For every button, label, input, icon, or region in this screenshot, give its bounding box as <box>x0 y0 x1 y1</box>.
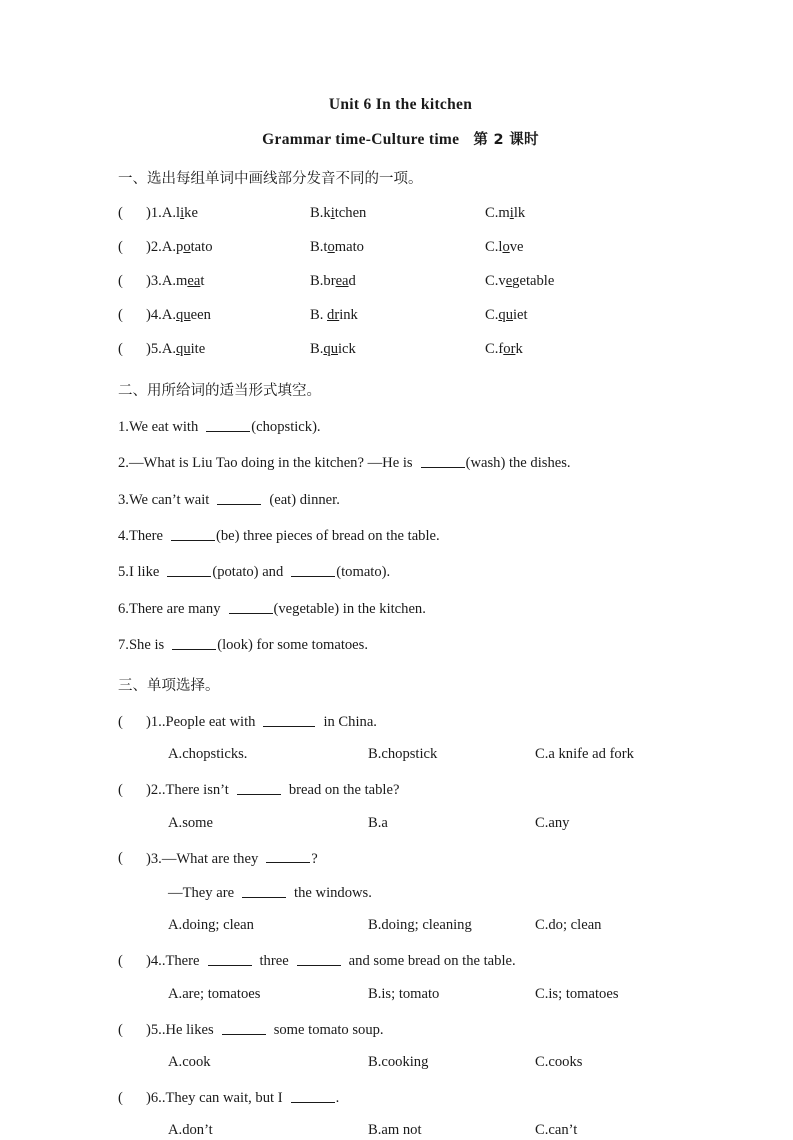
choice-item-number: )5. <box>146 1021 162 1038</box>
fill-item-text-before: 3.We can’t wait <box>118 491 210 508</box>
choice-option-a[interactable]: A.cook <box>168 1054 211 1071</box>
fill-item-text-after: (wash) the dishes. <box>465 455 571 472</box>
choice-stem-after: in China. <box>323 713 377 730</box>
choice-item-1-stem <box>118 712 693 731</box>
fill-item-text-after: (vegetable) in the kitchen. <box>273 600 426 617</box>
choice-option-b[interactable]: B.cooking <box>368 1054 429 1071</box>
answer-bracket[interactable]: ( <box>118 340 123 357</box>
page-subtitle <box>108 131 693 150</box>
fill-item-text-middle: (potato) and <box>212 564 284 581</box>
choice-stem-after: bread on the table? <box>288 782 400 799</box>
underlined-letters: e <box>505 272 513 289</box>
pronunciation-item-3 <box>118 273 693 291</box>
section-1-heading: 一、选出每组单词中画线部分发音不同的一项。 <box>118 171 423 188</box>
fill-item-text-before: 1.We eat with <box>118 418 199 435</box>
choice-item-3-stem <box>118 849 693 868</box>
choice-option-b[interactable]: B.a <box>368 814 388 831</box>
choice-blank[interactable] <box>266 849 310 864</box>
choice-stem-after: ? <box>311 850 318 867</box>
fill-item-text-after: (chopstick). <box>251 418 321 435</box>
underlined-letters: qu <box>498 306 513 323</box>
fill-item-text-after: (look) for some tomatoes. <box>217 636 368 653</box>
pronunciation-item-5 <box>118 341 693 359</box>
fill-blank[interactable] <box>421 453 465 468</box>
choice-option-c[interactable]: C.cooks <box>535 1054 583 1071</box>
choice-stem-before: .There <box>161 953 200 970</box>
pronunciation-option-b[interactable]: B.bread <box>310 272 356 289</box>
underlined-letters: i <box>180 204 185 221</box>
answer-bracket[interactable]: ( <box>118 782 123 799</box>
choice-stem-after: . <box>335 1089 340 1106</box>
pronunciation-option-a[interactable]: )2.A.potato <box>146 238 213 255</box>
pronunciation-item-2 <box>118 239 693 257</box>
fill-item-5 <box>118 562 693 581</box>
choice-item-number: )3. <box>146 850 162 867</box>
fill-item-text-before: 4.There <box>118 527 163 544</box>
pronunciation-option-a[interactable]: )5.A.quite <box>146 340 206 357</box>
underlined-letters: qu <box>176 340 191 357</box>
pronunciation-option-b[interactable]: B.quick <box>310 340 356 357</box>
underlined-letters: i <box>330 204 335 221</box>
choice-option-c[interactable]: C.can’t <box>535 1122 578 1139</box>
choice-blank[interactable] <box>242 883 286 898</box>
fill-item-7 <box>118 635 693 654</box>
choice-blank[interactable] <box>237 780 281 795</box>
choice-stem-middle: three <box>259 953 289 970</box>
pronunciation-option-c[interactable]: C.quiet <box>485 306 528 323</box>
pronunciation-option-c[interactable]: C.fork <box>485 340 523 357</box>
pronunciation-option-a[interactable]: )3.A.meat <box>146 272 205 289</box>
choice-item-4-options <box>118 986 693 1004</box>
fill-item-6 <box>118 599 693 618</box>
choice-stem-before: .There isn’t <box>161 782 229 799</box>
underlined-letters: o <box>502 238 510 255</box>
choice-option-c[interactable]: C.any <box>535 814 570 831</box>
fill-item-text-before: 2.—What is Liu Tao doing in the kitchen? —He is <box>118 455 413 472</box>
choice-option-b[interactable]: B.is; tomato <box>368 985 440 1002</box>
choice-stem-before: .People eat with <box>161 713 256 730</box>
fill-blank[interactable] <box>172 635 216 650</box>
choice-option-c[interactable]: C.a knife ad fork <box>535 746 634 763</box>
fill-item-3 <box>118 490 693 509</box>
fill-blank[interactable] <box>167 562 211 577</box>
choice-item-number: )4. <box>146 953 162 970</box>
choice-item-number: )2. <box>146 782 162 799</box>
choice-option-c[interactable]: C.is; tomatoes <box>535 985 619 1002</box>
answer-bracket[interactable]: ( <box>118 1021 123 1038</box>
underlined-letters: ea <box>187 272 201 289</box>
fill-item-2 <box>118 453 693 472</box>
pronunciation-option-a[interactable]: )4.A.queen <box>146 306 211 323</box>
choice-option-b[interactable]: B.chopstick <box>368 746 438 763</box>
choice-blank[interactable] <box>291 1088 335 1103</box>
fill-blank[interactable] <box>229 599 273 614</box>
choice-blank[interactable] <box>222 1020 266 1035</box>
choice-item-3-stem-line2 <box>168 883 693 902</box>
answer-bracket[interactable]: ( <box>118 272 123 289</box>
fill-item-text-before: 6.There are many <box>118 600 221 617</box>
choice-option-a[interactable]: A.don’t <box>168 1122 213 1139</box>
choice-option-b[interactable]: B.am not <box>368 1122 422 1139</box>
choice-stem2-after: the windows. <box>294 884 372 901</box>
answer-bracket[interactable]: ( <box>118 1089 123 1106</box>
page-subtitle-en: Grammar time-Culture time <box>262 130 460 148</box>
choice-stem-before: —What are they <box>161 850 259 867</box>
fill-blank[interactable] <box>291 562 335 577</box>
choice-option-a[interactable]: A.are; tomatoes <box>168 985 261 1002</box>
choice-item-5-options <box>118 1054 693 1072</box>
fill-item-text-after: (be) three pieces of bread on the table. <box>215 527 440 544</box>
choice-stem-after: and some bread on the table. <box>348 953 516 970</box>
fill-blank[interactable] <box>171 526 215 541</box>
choice-item-number: )1. <box>146 713 162 730</box>
fill-blank[interactable] <box>217 490 261 505</box>
choice-option-c[interactable]: C.do; clean <box>535 917 602 934</box>
pronunciation-option-b[interactable]: B.kitchen <box>310 204 367 221</box>
choice-blank[interactable] <box>208 951 252 966</box>
pronunciation-item-4 <box>118 307 693 325</box>
choice-item-6-options <box>118 1122 693 1140</box>
pronunciation-option-b[interactable]: B.tomato <box>310 238 364 255</box>
choice-option-a[interactable]: A.chopsticks. <box>168 746 248 763</box>
choice-item-2-options <box>118 815 693 833</box>
pronunciation-option-b[interactable]: B. drink <box>310 306 358 323</box>
choice-option-a[interactable]: A.some <box>168 814 213 831</box>
page-subtitle-cn: 第 2 课时 <box>473 131 539 148</box>
answer-bracket[interactable]: ( <box>118 204 123 221</box>
answer-bracket[interactable]: ( <box>118 306 123 323</box>
choice-stem-before: .They can wait, but I <box>161 1089 283 1106</box>
answer-bracket[interactable]: ( <box>118 850 123 867</box>
pronunciation-option-c[interactable]: C.love <box>485 238 524 255</box>
choice-item-2-stem <box>118 780 693 799</box>
fill-item-1 <box>118 417 693 436</box>
underlined-letters: dr <box>327 306 340 323</box>
choice-stem-before: .He likes <box>161 1021 214 1038</box>
choice-blank[interactable] <box>263 712 315 727</box>
choice-item-5-stem <box>118 1020 693 1039</box>
fill-item-text-after: (eat) dinner. <box>269 491 340 508</box>
choice-stem-after: some tomato soup. <box>273 1021 384 1038</box>
underlined-letters: o <box>183 238 191 255</box>
underlined-letters: o <box>327 238 335 255</box>
section-2-heading: 二、用所给词的适当形式填空。 <box>118 382 321 399</box>
fill-blank[interactable] <box>206 417 250 432</box>
choice-item-number: )6. <box>146 1089 162 1106</box>
underlined-letters: ea <box>335 272 349 289</box>
fill-item-4 <box>118 526 693 545</box>
pronunciation-option-c[interactable]: C.milk <box>485 204 526 221</box>
pronunciation-item-1 <box>118 205 693 223</box>
answer-bracket[interactable]: ( <box>118 238 123 255</box>
underlined-letters: or <box>503 340 516 357</box>
pronunciation-option-a[interactable]: )1.A.like <box>146 204 198 221</box>
choice-item-4-stem <box>118 951 693 970</box>
underlined-letters: i <box>509 204 514 221</box>
section-3-heading: 三、单项选择。 <box>118 678 220 695</box>
fill-item-text-after: (tomato). <box>336 564 391 581</box>
choice-item-3-options <box>118 917 693 935</box>
choice-item-6-stem <box>118 1088 693 1107</box>
pronunciation-option-c[interactable]: C.vegetable <box>485 272 555 289</box>
choice-stem2-before: —They are <box>168 884 235 901</box>
choice-item-1-options <box>118 746 693 764</box>
answer-bracket[interactable]: ( <box>118 953 123 970</box>
choice-blank[interactable] <box>297 951 341 966</box>
page-title: Unit 6 In the kitchen <box>328 96 473 113</box>
underlined-letters: qu <box>323 340 338 357</box>
answer-bracket[interactable]: ( <box>118 713 123 730</box>
choice-option-b[interactable]: B.doing; cleaning <box>368 917 472 934</box>
choice-option-a[interactable]: A.doing; clean <box>168 917 254 934</box>
underlined-letters: qu <box>176 306 191 323</box>
fill-item-text-before: 7.She is <box>118 636 165 653</box>
fill-item-text-before: 5.I like <box>118 564 160 581</box>
